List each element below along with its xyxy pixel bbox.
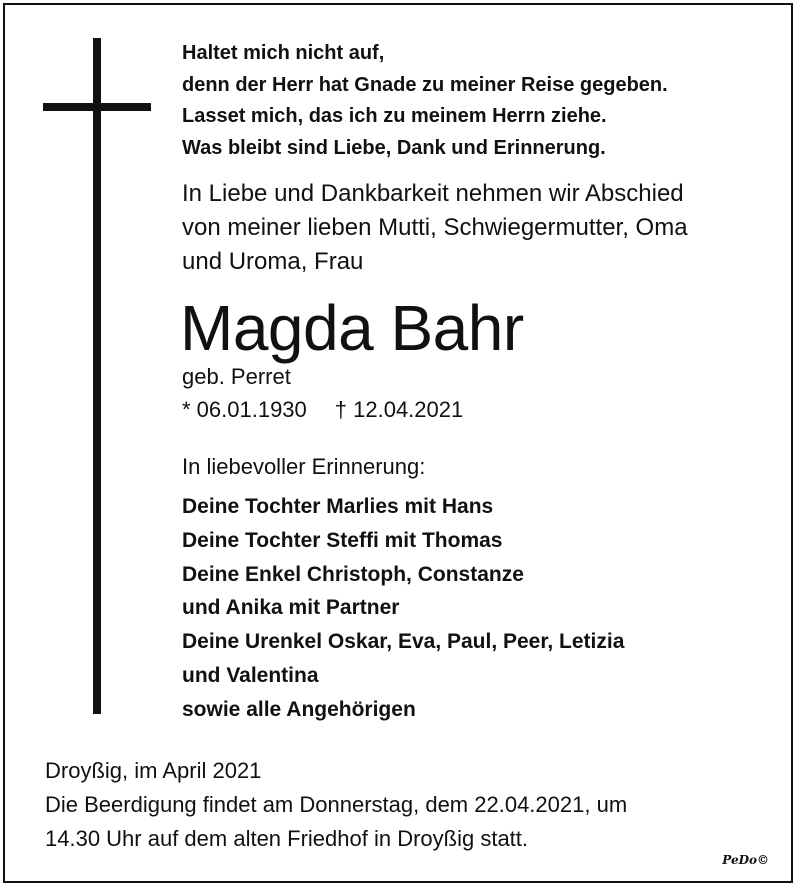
mourners-heading: In liebevoller Erinnerung: <box>182 454 426 479</box>
funeral-info-line: 14.30 Uhr auf dem alten Friedhof in Droyßig statt. <box>45 826 529 851</box>
mourner-line: Deine Enkel Christoph, Constanze <box>182 562 524 586</box>
intro-text <box>182 177 688 279</box>
cross-vertical-bar <box>93 38 101 714</box>
life-dates <box>182 394 463 426</box>
verse-line: denn der Herr hat Gnade zu meiner Reise gegeben. <box>182 73 668 96</box>
verse-line: Was bleibt sind Liebe, Dank und Erinnerung. <box>182 136 606 159</box>
birth-date: * 06.01.1930 <box>182 397 307 422</box>
intro-line: In Liebe und Dankbarkeit nehmen wir Abschied <box>182 180 684 207</box>
place-date: Droyßig, im April 2021 <box>45 758 262 783</box>
mourner-line: Deine Urenkel Oskar, Eva, Paul, Peer, Letizia <box>182 630 625 654</box>
verse-line: Haltet mich nicht auf, <box>182 42 385 64</box>
mourners-list <box>182 490 624 727</box>
intro-line: von meiner lieben Mutti, Schwiegermutter, Oma <box>182 214 688 241</box>
deceased-name: Magda Bahr <box>180 292 524 364</box>
mourner-line: und Valentina <box>182 663 319 687</box>
mourner-line: Deine Tochter Steffi mit Thomas <box>182 528 503 552</box>
designer-signature: PeDo© <box>722 853 769 867</box>
death-date: † 12.04.2021 <box>334 397 464 422</box>
maiden-name: geb. Perret <box>182 364 291 389</box>
mourner-line: sowie alle Angehörigen <box>182 697 416 721</box>
verse-line: Lasset mich, das ich zu meinem Herrn ziehe. <box>182 105 607 127</box>
verse <box>182 38 782 164</box>
funeral-info-line: Die Beerdigung findet am Donnerstag, dem 22.04.2021, um <box>45 792 628 817</box>
mourner-line: und Anika mit Partner <box>182 596 400 620</box>
footer <box>45 754 627 856</box>
cross-horizontal-bar <box>43 103 151 111</box>
intro-line: und Uroma, Frau <box>182 248 364 275</box>
mourner-line: Deine Tochter Marlies mit Hans <box>182 495 494 518</box>
obituary-frame <box>3 3 793 883</box>
